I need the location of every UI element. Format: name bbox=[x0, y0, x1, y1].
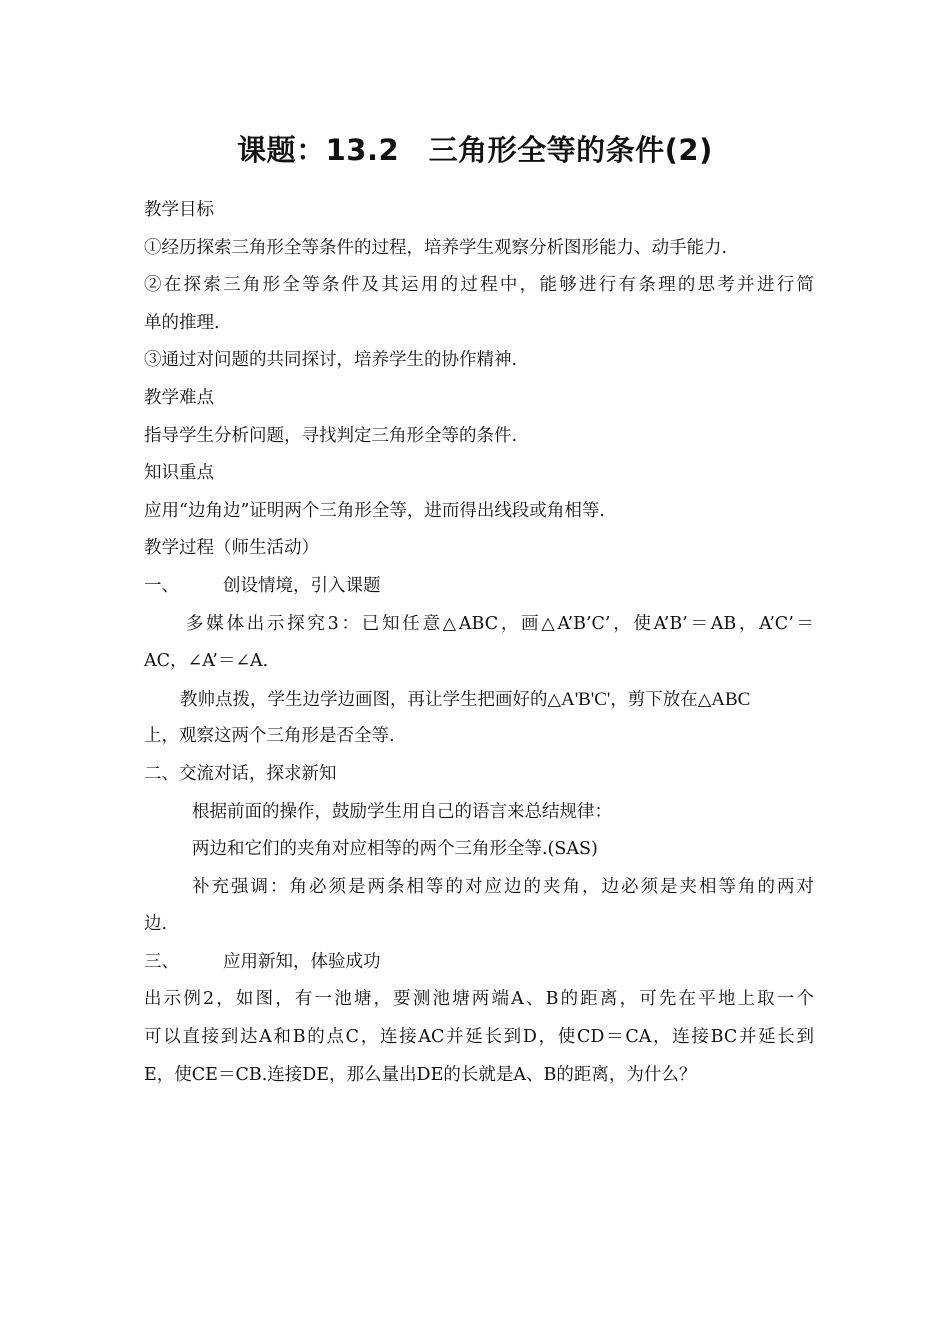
triangle-label-a-prime: A'B'C' bbox=[560, 688, 611, 710]
triangle-label-abc: ABC bbox=[711, 688, 751, 710]
objective-2-line-1: ②在探索三角形全等条件及其运用的过程中，能够进行有条理的思考并进行简 bbox=[144, 275, 814, 296]
part-3-number: 三、 bbox=[144, 951, 179, 972]
part-3-heading bbox=[144, 944, 814, 982]
document-body bbox=[144, 192, 814, 1094]
part-2-paragraph-3-line-2: 边. bbox=[144, 914, 168, 935]
objective-1: ①经历探索三角形全等条件的过程，培养学生观察分析图形能力、动手能力. bbox=[144, 237, 728, 258]
key-heading: 知识重点 bbox=[144, 463, 214, 484]
part-1-paragraph-2-text-c: ，剪下放在△ bbox=[610, 689, 712, 710]
part-3-line-2: 可以直接到达A和B的点C，连接AC并延长到D，使CD＝CA，连接BC并延长到 bbox=[144, 1027, 814, 1048]
process-heading: 教学过程（师生活动） bbox=[144, 538, 319, 559]
part-2-heading: 二、交流对话，探求新知 bbox=[144, 763, 337, 784]
part-1-title: 创设情境，引入课题 bbox=[223, 575, 381, 596]
part-3-line-3: E，使CE＝CB.连接DE，那么量出DE的长就是A、B的距离，为什么？ bbox=[144, 1064, 697, 1085]
part-1-paragraph-1-line-1: 多媒体出示探究3：已知任意△ABC，画△A’B’C’，使A’B’＝AB，A’C’＝ bbox=[186, 613, 814, 634]
difficulty-text: 指导学生分析问题，寻找判定三角形全等的条件. bbox=[144, 425, 518, 446]
part-2-paragraph-3-line-1: 补充强调：角必须是两条相等的对应边的夹角，边必须是夹相等角的两对 bbox=[192, 876, 814, 897]
part-1-paragraph-2-text-a: 教帅点拨，学生边学边画图，再让学生把画好的△ bbox=[180, 689, 561, 710]
part-1-paragraph-2-line-2: 上，观察这两个三角形是否全等. bbox=[144, 726, 395, 747]
objectives-heading: 教学目标 bbox=[144, 200, 214, 220]
part-1-paragraph-2-line-1 bbox=[144, 681, 814, 719]
part-1-number: 一、 bbox=[144, 575, 179, 596]
objective-2-line-2: 单的推理. bbox=[144, 312, 220, 333]
key-text: 应用“边角边”证明两个三角形全等，进而得出线段或角相等. bbox=[144, 500, 605, 521]
part-2-paragraph-1: 根据前面的操作，鼓励学生用自己的语言来总结规律： bbox=[192, 801, 612, 822]
page-title: 课题：13.2 三角形全等的条件(2) bbox=[237, 133, 713, 167]
part-3-title: 应用新知，体验成功 bbox=[223, 951, 381, 972]
difficulty-heading: 教学难点 bbox=[144, 387, 214, 408]
part-2-paragraph-2: 两边和它们的夹角对应相等的两个三角形全等.(SAS) bbox=[192, 839, 598, 860]
part-1-heading bbox=[144, 568, 814, 606]
objective-3: ③通过对问题的共同探讨，培养学生的协作精神. bbox=[144, 350, 518, 371]
part-1-paragraph-1-line-2: AC，∠A’＝∠A. bbox=[144, 651, 269, 672]
part-3-line-1: 出示例2，如图，有一池塘，要测池塘两端A、B的距离，可先在平地上取一个 bbox=[144, 989, 814, 1010]
